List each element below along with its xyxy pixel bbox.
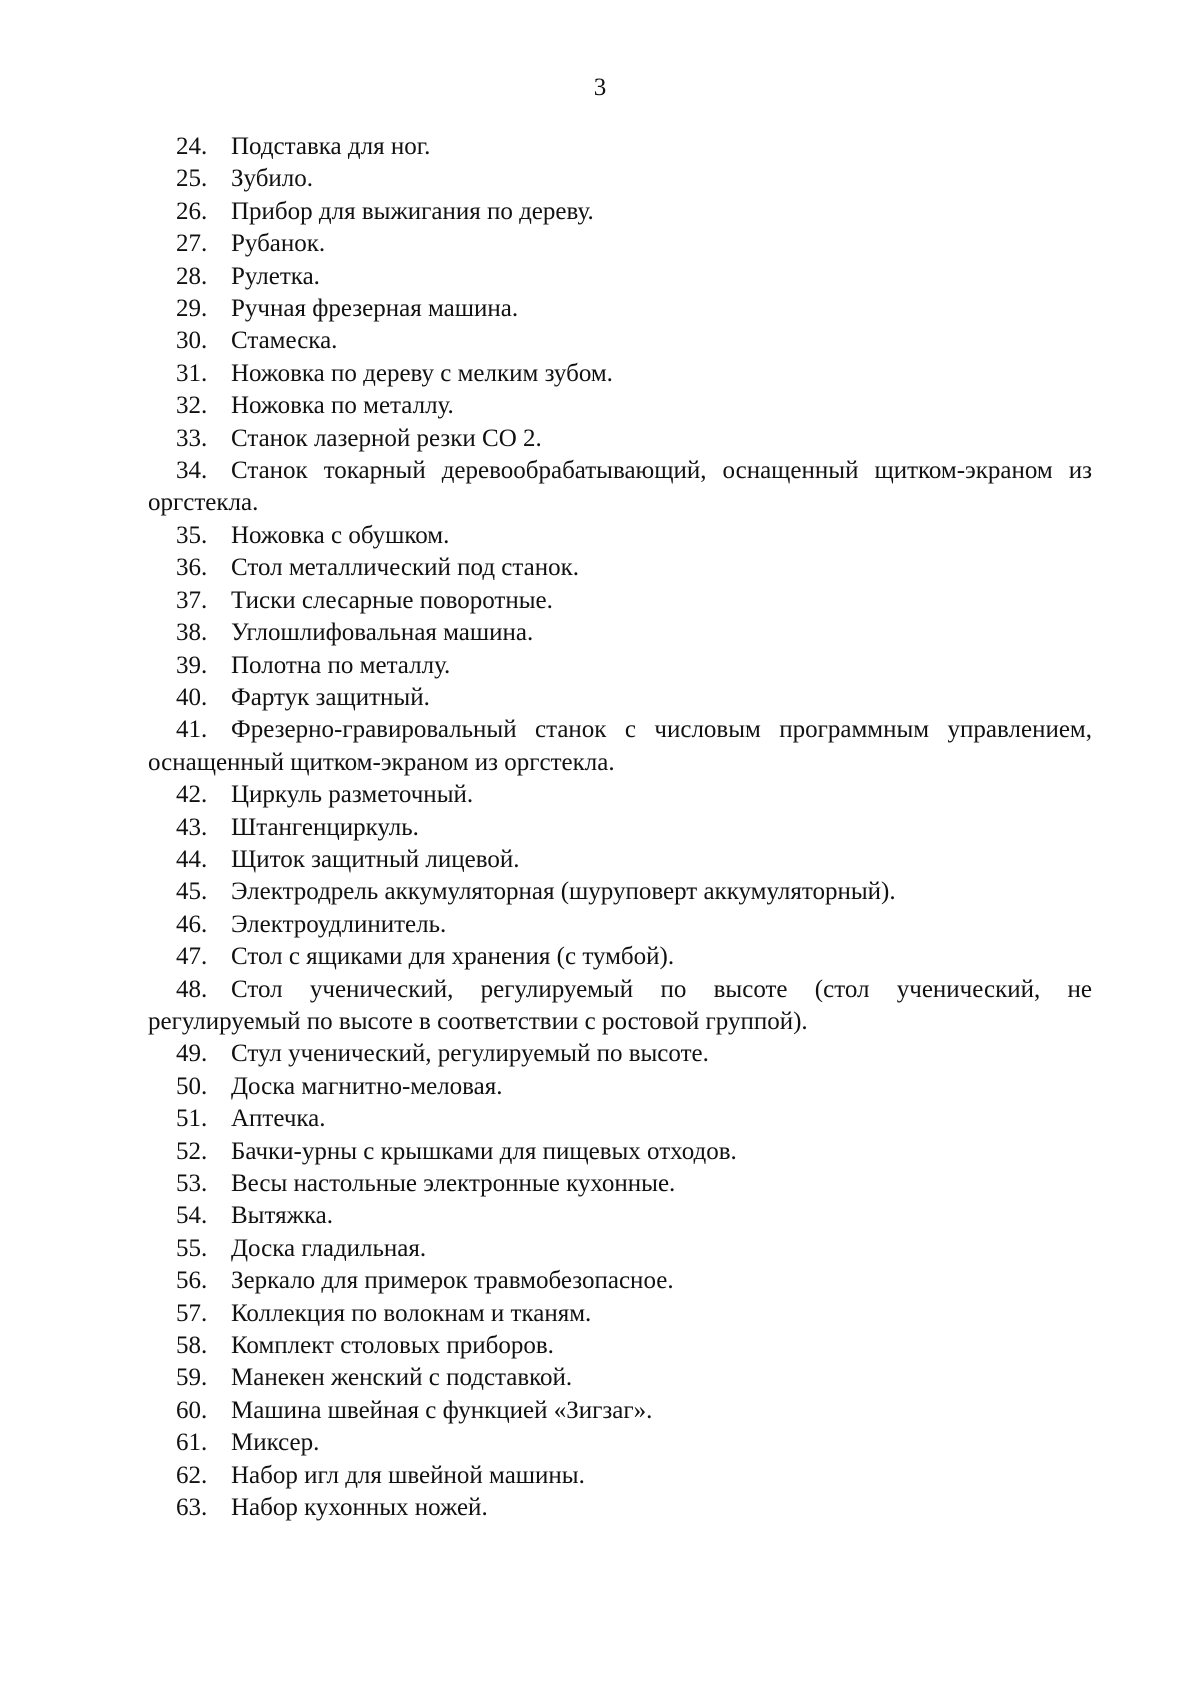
list-item-number: 56. — [176, 1267, 208, 1295]
list-item-text: Миксер. — [231, 1429, 320, 1457]
list-item-text: Аптечка. — [231, 1105, 326, 1133]
list-item-number: 29. — [176, 295, 208, 323]
list-item-text: Щиток защитный лицевой. — [231, 845, 520, 873]
list-item — [148, 390, 1092, 422]
list-item-number: 53. — [176, 1170, 208, 1197]
list-item-number: 35. — [176, 521, 208, 549]
list-item-number: 63. — [176, 1494, 208, 1522]
list-item-number: 61. — [176, 1429, 208, 1457]
list-item-number: 36. — [176, 554, 208, 582]
list-item-number: 37. — [176, 586, 208, 614]
list-item — [148, 1103, 1092, 1135]
list-item-number: 27. — [176, 230, 208, 258]
list-item-number: 43. — [176, 813, 208, 841]
list-item-text: Доска гладильная. — [231, 1234, 427, 1262]
list-item-number: 44. — [176, 845, 208, 873]
list-item-text: Доска магнитно-меловая. — [231, 1072, 503, 1100]
list-item-number: 54. — [176, 1202, 208, 1230]
list-item-text: Стамеска. — [231, 327, 338, 355]
list-item-number: 33. — [176, 424, 208, 452]
list-item — [148, 585, 1092, 617]
list-item-text: Манекен женский с подставкой. — [231, 1364, 573, 1392]
list-item-number: 50. — [176, 1072, 208, 1100]
list-item — [148, 974, 1092, 1039]
list-item-text: Прибор для выжигания по дереву. — [231, 197, 594, 225]
list-item-text: Ручная фрезерная машина. — [231, 295, 519, 323]
list-item-text: Ножовка по дереву с мелким зубом. — [231, 359, 613, 387]
list-item — [148, 779, 1092, 811]
list-item-number: 48. — [176, 975, 208, 1003]
list-item — [148, 228, 1092, 260]
list-item-text: Фрезерно-гравировальный станок с числовым программным управлением, оснащенный щитком-экраном из оргстекла. — [148, 716, 1092, 776]
list-item-text: Ножовка по металлу. — [231, 392, 454, 420]
list-item-text: Стул ученический, регулируемый по высоте. — [231, 1040, 709, 1068]
list-item — [148, 325, 1092, 357]
list-item-number: 52. — [176, 1137, 208, 1165]
list-item — [148, 1330, 1092, 1362]
list-item-number: 26. — [176, 197, 208, 225]
list-item — [148, 1233, 1092, 1265]
list-item-number: 47. — [176, 943, 208, 971]
list-item — [148, 1492, 1092, 1524]
list-item-text: Коллекция по волокнам и тканям. — [231, 1299, 592, 1327]
list-item-text: Полотна по металлу. — [231, 651, 451, 679]
list-item-text: Набор игл для швейной машины. — [231, 1461, 585, 1489]
list-item-text: Станок лазерной резки СО 2. — [231, 424, 542, 452]
list-item-text: Зубило. — [231, 165, 314, 193]
list-item — [148, 131, 1092, 163]
list-item — [148, 844, 1092, 876]
list-item-text: Набор кухонных ножей. — [231, 1494, 488, 1522]
list-item-number: 49. — [176, 1040, 208, 1068]
list-item-number: 30. — [176, 327, 208, 355]
list-item — [148, 1395, 1092, 1427]
list-item — [148, 876, 1092, 908]
list-item-number: 34. — [176, 457, 208, 485]
list-item-text: Рулетка. — [231, 262, 320, 290]
list-item-text: Стол с ящиками для хранения (с тумбой). — [231, 943, 675, 971]
list-item — [148, 520, 1092, 552]
list-item-number: 58. — [176, 1332, 208, 1360]
list-item — [148, 714, 1092, 779]
list-item-text: Бачки-урны с крышками для пищевых отходов. — [231, 1137, 737, 1165]
list-item — [148, 617, 1092, 649]
list-item — [148, 682, 1092, 714]
list-item-text: Подставка для ног. — [231, 133, 431, 160]
list-item-number: 38. — [176, 619, 208, 647]
list-item — [148, 1200, 1092, 1232]
list-item-number: 28. — [176, 262, 208, 290]
list-item — [148, 1265, 1092, 1297]
list-item-number: 32. — [176, 392, 208, 420]
list-item-text: Электродрель аккумуляторная (шуруповерт аккумуляторный). — [231, 878, 896, 906]
list-item-text: Машина швейная с функцией «Зигзаг». — [231, 1396, 653, 1424]
list-item-number: 46. — [176, 910, 208, 938]
list-item-number: 62. — [176, 1461, 208, 1489]
list-item-text: Станок токарный деревообрабатывающий, оснащенный щитком-экраном из оргстекла. — [148, 457, 1092, 517]
page-number: 3 — [593, 74, 607, 101]
list-item-number: 24. — [176, 133, 208, 160]
list-item — [148, 163, 1092, 195]
list-item-number: 42. — [176, 781, 208, 809]
list-item — [148, 455, 1092, 520]
list-item — [148, 552, 1092, 584]
list-item — [148, 1362, 1092, 1394]
list-item-number: 60. — [176, 1396, 208, 1424]
list-item — [148, 261, 1092, 293]
list-item-text: Зеркало для примерок травмобезопасное. — [231, 1267, 674, 1295]
list-item-text: Фартук защитный. — [231, 683, 430, 711]
list-item-text: Стол ученический, регулируемый по высоте (стол ученический, не регулируемый по высоте в соответствии с ростовой группой). — [148, 975, 1092, 1035]
list-item — [148, 1038, 1092, 1070]
list-item — [148, 358, 1092, 390]
list-item-text: Рубанок. — [231, 230, 326, 258]
list-item — [148, 1071, 1092, 1103]
list-item — [148, 293, 1092, 325]
list-item — [148, 196, 1092, 228]
list-item — [148, 812, 1092, 844]
list-item-text: Циркуль разметочный. — [231, 781, 474, 809]
list-item — [148, 941, 1092, 973]
list-item-number: 40. — [176, 683, 208, 711]
list-item-text: Вытяжка. — [231, 1202, 333, 1230]
list-item-text: Углошлифовальная машина. — [231, 619, 534, 647]
equipment-list — [148, 131, 1092, 1524]
list-item-number: 31. — [176, 359, 208, 387]
list-item-number: 45. — [176, 878, 208, 906]
list-item-text: Тиски слесарные поворотные. — [231, 586, 553, 614]
list-item-number: 51. — [176, 1105, 208, 1133]
list-item-number: 55. — [176, 1234, 208, 1262]
list-item-text: Комплект столовых приборов. — [231, 1332, 554, 1360]
list-item — [148, 1298, 1092, 1330]
list-item-text: Электроудлинитель. — [231, 910, 447, 938]
list-item — [148, 1427, 1092, 1459]
list-item — [148, 1460, 1092, 1492]
list-item-text: Весы настольные электронные кухонные. — [231, 1170, 676, 1197]
list-item — [148, 423, 1092, 455]
list-item-text: Ножовка с обушком. — [231, 521, 450, 549]
list-item — [148, 909, 1092, 941]
list-item-number: 39. — [176, 651, 208, 679]
list-item-text: Стол металлический под станок. — [231, 554, 579, 582]
list-item-number: 41. — [176, 716, 208, 744]
list-item-number: 25. — [176, 165, 208, 193]
list-item — [148, 1168, 1092, 1200]
list-item — [148, 1136, 1092, 1168]
list-item-number: 59. — [176, 1364, 208, 1392]
list-item-number: 57. — [176, 1299, 208, 1327]
list-item-text: Штангенциркуль. — [231, 813, 419, 841]
list-item — [148, 650, 1092, 682]
